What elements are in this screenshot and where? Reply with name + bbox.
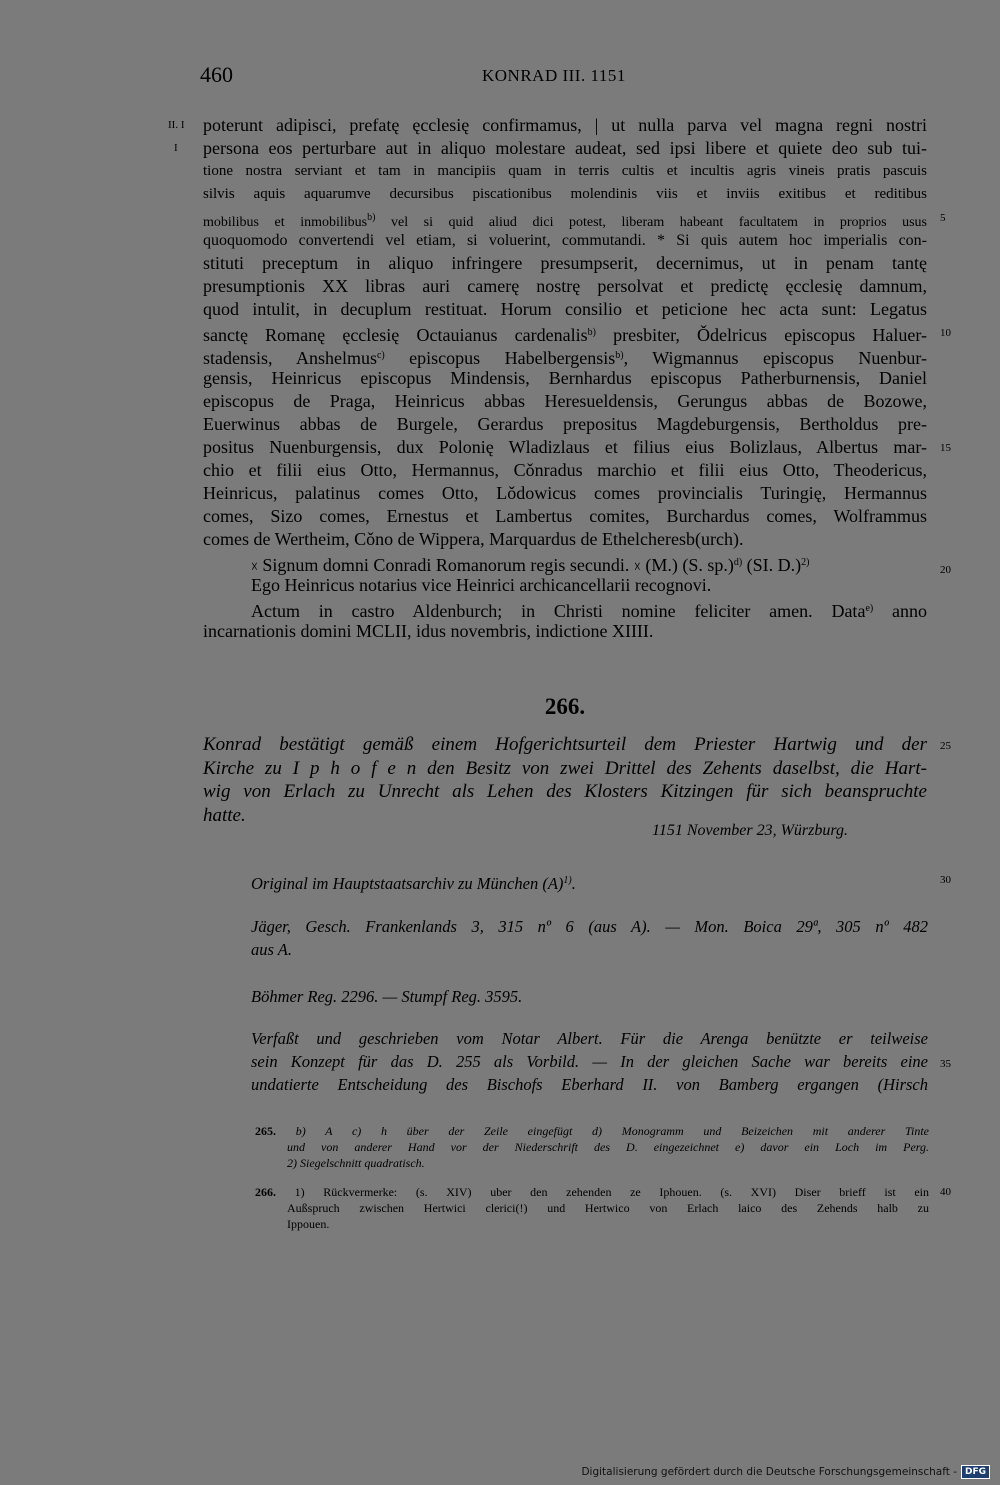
page-number: 460	[200, 62, 233, 87]
footnote-label: 265.	[255, 1124, 276, 1138]
text-fragment: episcopus Habelbergensis	[384, 348, 616, 368]
text-line: gensis, Heinricus episcopus Mindensis, Bernhardus episcopus Patherburnensis, Daniel	[203, 368, 927, 388]
text-fragment: Signum domni Conradi Romanorum regis secundi.	[262, 555, 630, 575]
cross-icon: ☓	[251, 559, 258, 574]
regesta-note: Böhmer Reg. 2296. — Stumpf Reg. 3595.	[251, 987, 523, 1006]
text-line: poterunt adipisci, prefatę ęcclesię confirmamus, | ut nulla parva vel magna regni nostri	[203, 115, 927, 135]
regest-line: wig von Erlach zu Unrecht als Lehen des Klosters Kitzingen für sich beanspruchte	[203, 781, 927, 802]
document-date: 1151 November 23, Würzburg.	[652, 822, 848, 839]
text-fragment: b) A c) h über der Zeile eingefügt d) Monogramm und Beizeichen mit anderer Tinte	[295, 1124, 929, 1138]
text-line: positus Nuenburgensis, dux Polonię Wladizlaus et filius eius Bolizlaus, Albertus mar-	[203, 437, 927, 457]
line-number: 30	[940, 874, 951, 886]
text-fragment: .	[571, 874, 576, 893]
footnote-line: und von anderer Hand vor der Niederschrift des D. eingezeichnet e) davor ein Loch im Perg.	[287, 1140, 929, 1154]
footnote-line	[255, 1123, 929, 1139]
text-line: incarnationis domini MCLII, idus novembris, indictione XIIII.	[203, 621, 654, 641]
text-fragment: 1) Rückvermerke: (s. XIV) uber den zehenden ze Iphouen. (s. XVI) Diser brieff ist ein	[294, 1185, 930, 1199]
running-head	[200, 62, 928, 92]
note-ref: d)	[733, 557, 743, 568]
margin-note: I	[174, 142, 178, 154]
line-number: 20	[940, 564, 951, 576]
text-line: silvis aquis aquarumve decursibus piscationibus molendinis viis et inviis exitibus et reditibus	[203, 186, 927, 202]
text-line: persona eos perturbare aut in aliquo molestare audeat, sed ipsi libere et quiete deo sub tui-	[203, 138, 927, 158]
text-fragment: sanctę Romanę ęcclesię Octauianus cardenalis	[203, 325, 588, 345]
signum-line	[203, 551, 927, 574]
note-ref: c)	[376, 350, 385, 361]
apparatus-line: aus A.	[251, 940, 292, 959]
line-number: 40	[940, 1186, 951, 1198]
text-line: chio et filii eius Otto, Hermannus, Cǒnradus marchio et filii eius Otto, Theodericus,	[203, 460, 927, 480]
digitization-credit	[581, 1465, 990, 1479]
text-fragment: mobilibus et inmobilibus	[203, 215, 368, 230]
footnote-266	[255, 1184, 929, 1232]
regest-line: Kirche zu I p h o f e n den Besitz von zwei Drittel des Zehents daselbst, die Hart-	[203, 757, 927, 779]
text-line: tione nostra serviant et tam in mancipiis quam in terris cultis et incultis agris vineis pratis pascuis	[203, 163, 927, 179]
text-line: quod intulit, in decuplum restituat. Horum consilio et peticione hec acta sunt: Legatus	[203, 299, 927, 319]
text-line: comes, Sizo comes, Ernestus et Lambertus comites, Burchardus comes, Wolframmus	[203, 506, 927, 526]
text-line: quoquomodo convertendi vel etiam, si voluerint, commutandi. * Si quis autem hoc imperialis con-	[203, 232, 927, 249]
text-line	[203, 321, 927, 344]
text-line	[203, 597, 927, 620]
text-line: episcopus de Praga, Heinricus abbas Heresueldensis, Gerungus abbas de Bozowe,	[203, 391, 927, 411]
text-fragment: Original im Hauptstaatsarchiv zu München (A)	[251, 874, 564, 893]
text-fragment: , Wigmannus episcopus Nuenbur-	[623, 348, 927, 368]
text-line: presumptionis XX libras auri camerę nostrę persolvat et predictę ęcclesię damnum,	[203, 276, 927, 296]
apparatus-line: sein Konzept für das D. 255 als Vorbild. — In der gleichen Sache war bereits eine	[251, 1052, 928, 1071]
dfg-logo-icon: DFG	[961, 1465, 990, 1479]
text-line	[203, 206, 927, 229]
line-number: 5	[940, 212, 946, 224]
text-fragment: (SI. D.)	[742, 555, 802, 575]
text-fragment: Actum in castro Aldenburch; in Christi nomine feliciter amen. Data	[251, 601, 866, 621]
regest-line: Konrad bestätigt gemäß einem Hofgerichtsurteil dem Priester Hartwig und der	[203, 734, 927, 755]
footnote-line: Außspruch zwischen Hertwici clerici(!) und Hertwico von Erlach laico des Zehends halb zu	[287, 1201, 929, 1215]
charter-text	[203, 114, 927, 643]
text-line: Ego Heinricus notarius vice Heinrici archicancellarii recognovi.	[251, 575, 712, 595]
footnote-line	[255, 1184, 929, 1200]
apparatus-line: Jäger, Gesch. Frankenlands 3, 315 nº 6 (aus A). — Mon. Boica 29ª, 305 nº 482	[251, 917, 928, 936]
footnote-line: Ippouen.	[287, 1217, 330, 1231]
text-line	[203, 344, 927, 367]
footnote-line: 2) Siegelschnitt quadratisch.	[287, 1156, 425, 1170]
text-fragment: vel si quid aliud dici potest, liberam habeant facultatem in proprios usus	[375, 215, 927, 230]
apparatus-line: Verfaßt und geschrieben vom Notar Albert. Für die Arenga benützte er teilweise	[251, 1029, 928, 1048]
text-line: comes de Wertheim, Cǒno de Wippera, Marquardus de Ethelcheresb(urch).	[203, 529, 744, 549]
footnote-265	[255, 1123, 929, 1171]
line-number: 35	[940, 1058, 951, 1070]
note-ref: 2)	[801, 557, 810, 568]
note-ref: e)	[865, 603, 874, 614]
line-number: 10	[940, 327, 951, 339]
running-title: KONRAD III. 1151	[482, 66, 626, 85]
regest	[203, 733, 927, 827]
margin-note: II. I	[168, 119, 185, 131]
text-line: Heinricus, palatinus comes Otto, Lǒdowicus comes provincialis Turingię, Hermannus	[203, 483, 927, 503]
line-number: 25	[940, 740, 951, 752]
footnote-label: 266.	[255, 1185, 276, 1199]
commentary	[251, 1027, 928, 1096]
line-number: 15	[940, 442, 951, 454]
note-ref: b)	[615, 350, 624, 361]
credit-text: Digitalisierung gefördert durch die Deutsche Forschungsgemeinschaft -	[581, 1466, 957, 1478]
text-line: Euerwinus abbas de Burgele, Gerardus prepositus Magdeburgensis, Bertholdus pre-	[203, 414, 927, 434]
original-note	[251, 869, 928, 895]
prints-note	[251, 915, 928, 961]
text-fragment: (M.) (S. sp.)	[640, 555, 734, 575]
text-fragment: presbiter, Ǒdelricus episcopus Haluer-	[595, 325, 928, 345]
text-fragment: stadensis, Anshelmus	[203, 348, 377, 368]
cross-icon: ☓	[633, 559, 641, 574]
text-fragment: anno	[873, 601, 927, 621]
regest-line: hatte.	[203, 804, 246, 826]
apparatus-line: undatierte Entscheidung des Bischofs Eberhard II. von Bamberg ergangen (Hirsch	[251, 1075, 928, 1094]
text-line: stituti preceptum in aliquo infringere presumpserit, decernimus, ut in penam tantę	[203, 253, 927, 273]
note-ref: b)	[587, 327, 596, 338]
note-ref: b)	[367, 212, 376, 223]
note-ref: 1)	[563, 875, 572, 886]
document-number: 266.	[544, 694, 586, 719]
